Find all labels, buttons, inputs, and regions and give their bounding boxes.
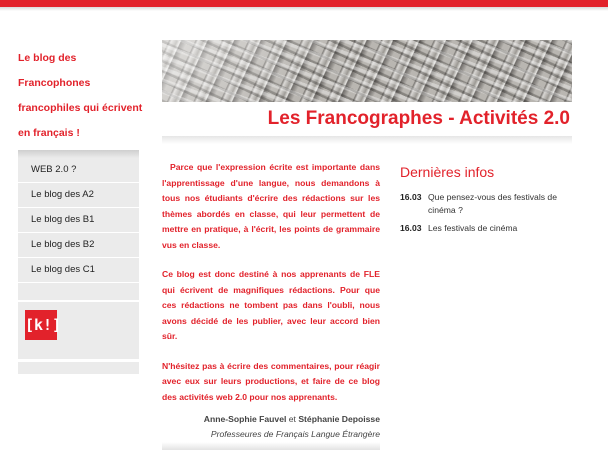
nav-item-blog-b1[interactable]: Le blog des B1: [18, 208, 139, 233]
recent-news-title: Dernières infos: [400, 164, 495, 180]
author-name: Stéphanie Depoisse: [298, 414, 380, 424]
news-link[interactable]: Que pensez-vous des festivals de cinéma ?: [428, 192, 557, 215]
authors-line: [162, 412, 380, 427]
sidebar-logo-panel: [18, 302, 139, 359]
authors-role: Professeures de Français Langue Étrangère: [210, 429, 380, 439]
nav-item-web20[interactable]: WEB 2.0 ?: [18, 158, 139, 183]
news-date: 16.03: [400, 223, 422, 233]
news-date: 16.03: [400, 192, 422, 202]
blog-tagline: Le blog des Francophones francophiles qui écrivent en français !: [18, 52, 143, 139]
signature-block: [162, 412, 380, 442]
list-item: [400, 191, 570, 217]
header-banner-image: [162, 40, 572, 102]
content-bottom-shadow: [162, 442, 380, 450]
intro-paragraph: Ce blog est donc destiné à nos apprenants de FLE qui écrivent de magnifiques rédactions. Pour que ces rédactions ne tombent pas dans l'oubli, nous avons décidé de les publier, avec leur accord bien sûr.: [162, 269, 380, 341]
site-title[interactable]: Les Francographes - Activités 2.0: [267, 108, 570, 129]
nav-item-blog-b2[interactable]: Le blog des B2: [18, 233, 139, 258]
author-conjunction: et: [288, 414, 296, 424]
intro-text: [162, 160, 380, 419]
nav-item-blog-c1[interactable]: Le blog des C1: [18, 258, 139, 283]
title-divider: [162, 136, 572, 144]
author-name: Anne-Sophie Fauvel: [203, 414, 287, 424]
top-bar-shadow: [0, 7, 608, 11]
kiosk-logo[interactable]: [k!]: [25, 310, 57, 340]
sidebar-footer-strip: [18, 362, 139, 374]
intro-paragraph: N'hésitez pas à écrire des commentaires, pour réagir avec eux sur leurs productions, et faire de ce blog des activités web 2.0 pour nos apprenants.: [162, 360, 380, 402]
top-accent-bar: [0, 0, 608, 7]
intro-paragraph: Parce que l'expression écrite est importante dans l'apprentissage d'une langue, nous demandons à tous nos étudiants d'écrire des rédactions sur les thèmes abordés en classe, qui leur permettent de mettre en pratique, à l'écrit, les points de grammaire vus en classe.: [162, 162, 380, 250]
recent-news-list: [400, 191, 570, 240]
list-item: [400, 222, 570, 235]
nav-item-blog-a2[interactable]: Le blog des A2: [18, 183, 139, 208]
sidebar-navigation: [18, 150, 139, 300]
news-link[interactable]: Les festivals de cinéma: [428, 223, 518, 233]
